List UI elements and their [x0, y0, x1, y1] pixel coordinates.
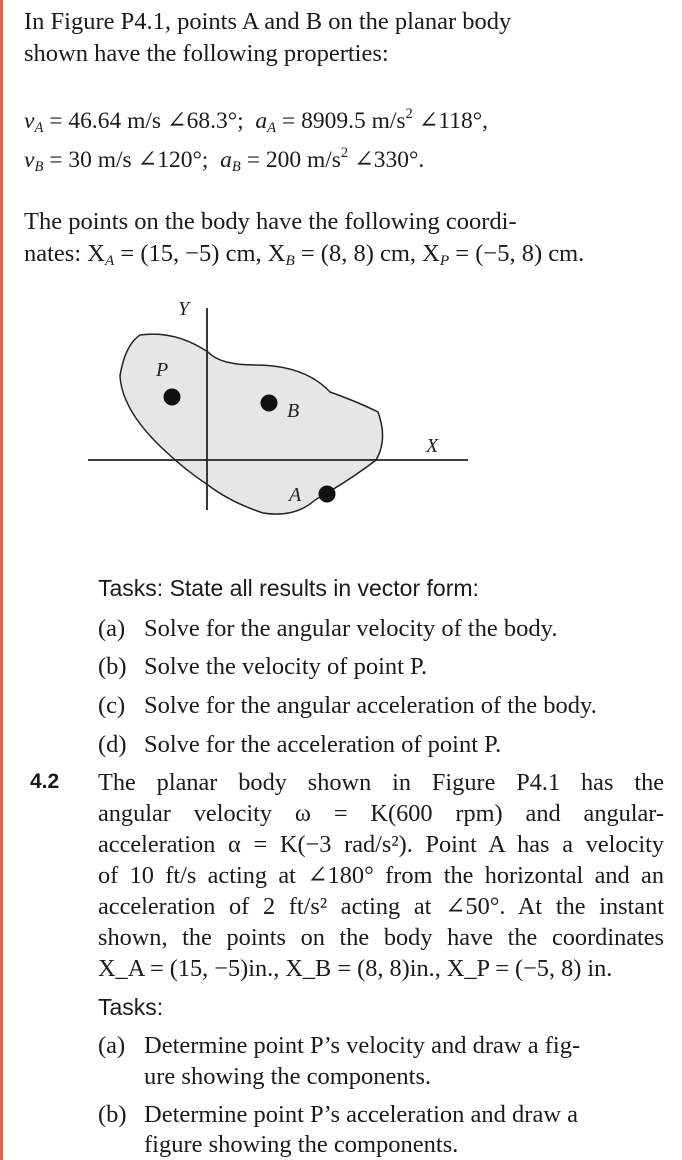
task-item-continuation: figure showing the components.: [144, 1131, 459, 1158]
tasks-heading-rest: : State all results in vector form:: [156, 575, 479, 601]
problem-line: acceleration α = K(−3 rad/s²). Point A has a velocity: [98, 831, 664, 858]
task-item: (b) Determine point P’s acceleration and draw a: [98, 1101, 579, 1128]
problem-4-2-text: [98, 767, 664, 984]
aA-value: = 8909.5 m/s: [281, 108, 406, 134]
point-b-dot: [261, 395, 278, 412]
aB-angle: ∠330°.: [354, 147, 425, 173]
vA-symbol: v: [24, 108, 35, 134]
task-item: (a) Determine point P’s velocity and draw a fig-: [98, 1032, 581, 1059]
intro-line-1: In Figure P4.1, points A and B on the planar body: [24, 8, 512, 35]
y-axis-label: Y: [178, 298, 190, 320]
tasks-2-heading: Tasks:: [98, 994, 164, 1020]
point-a-label: A: [289, 484, 302, 506]
tasks-heading-label: Tasks: [98, 575, 157, 601]
aB-subscript: B: [231, 159, 241, 175]
aA-symbol: a: [255, 108, 268, 134]
vB-subscript: B: [34, 159, 44, 175]
figure-p4-1: [80, 290, 480, 530]
vA-subscript: A: [34, 120, 44, 136]
aB-value: = 200 m/s: [246, 147, 341, 173]
page-edge-bar: [0, 0, 3, 1160]
problem-line: The planar body shown in Figure P4.1 has the: [98, 769, 664, 796]
task-item-continuation: ure showing the components.: [144, 1063, 432, 1090]
tasks-heading: [98, 573, 479, 604]
equation-row-2: [24, 145, 424, 175]
task-item: (a) Solve for the angular velocity of the body.: [98, 615, 558, 642]
point-p-dot: [164, 389, 181, 406]
aA-subscript: A: [267, 120, 277, 136]
problem-line: angular velocity ω = K(600 rpm) and angular-: [98, 800, 664, 827]
problem-line: X_A = (15, −5)in., X_B = (8, 8)in., X_P = (−5, 8) in.: [98, 955, 613, 982]
vB-value: = 30 m/s ∠120°;: [49, 147, 209, 173]
aB-exponent: 2: [340, 145, 349, 161]
intro-line-2: shown have the following properties:: [24, 40, 389, 67]
point-b-label: B: [287, 400, 300, 422]
x-axis-label: X: [426, 435, 439, 457]
task-item: (c) Solve for the angular acceleration of the body.: [98, 692, 597, 719]
aB-symbol: a: [220, 147, 232, 173]
point-p-label: P: [156, 359, 169, 381]
task-item: (b) Solve the velocity of point P.: [98, 653, 428, 680]
vA-value: = 46.64 m/s ∠68.3°;: [49, 108, 244, 134]
problem-line: of 10 ft/s acting at ∠180° from the horizontal and an: [98, 862, 664, 889]
problem-line: acceleration of 2 ft/s² acting at ∠50°. At the instant: [98, 893, 664, 920]
aA-angle: ∠118°,: [418, 108, 489, 134]
coords-line-2: nates: $X_A = (15$, −5) cm, $X_B = (8$, 8) cm, $X_P = (-5$, 8) cm.: [24, 240, 585, 269]
vB-symbol: v: [24, 147, 35, 173]
coords-line-1: The points on the body have the following coordi-: [24, 208, 517, 235]
problem-number: 4.2: [30, 770, 60, 793]
equation-row-1: [24, 106, 488, 136]
task-item: (d) Solve for the acceleration of point P.: [98, 731, 502, 758]
aA-exponent: 2: [405, 106, 413, 122]
problem-line: shown, the points on the body have the coordinates: [98, 924, 664, 951]
point-a-dot: [319, 486, 336, 503]
